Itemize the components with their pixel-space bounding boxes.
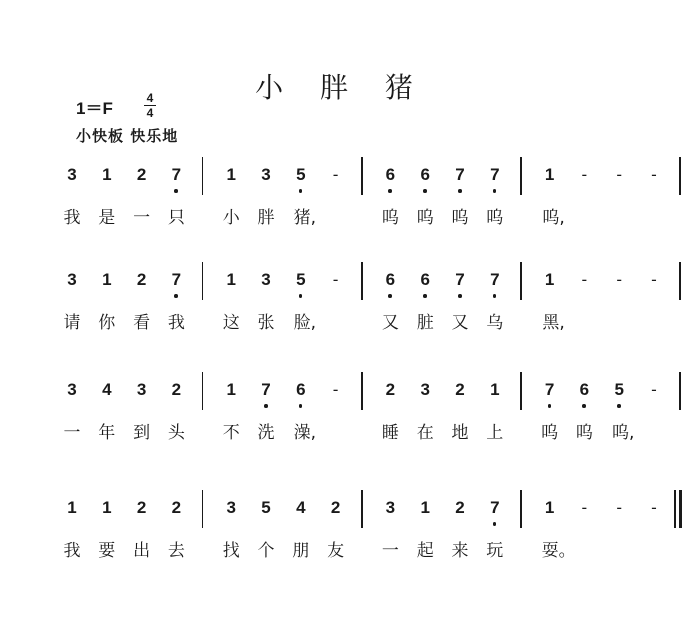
note: 7: [450, 165, 470, 185]
lyric-syllable: 友: [327, 541, 345, 561]
tempo-marking: 小快板 快乐地: [76, 127, 179, 145]
barline: [679, 157, 681, 195]
lyric-syllable: 我: [63, 541, 81, 561]
barline: [361, 262, 363, 300]
lyric-syllable: 又: [451, 313, 469, 333]
note: 1: [102, 270, 112, 289]
lyric-syllable: 一: [63, 423, 81, 443]
note: 6: [574, 380, 594, 400]
lyric-syllable: 到: [133, 423, 151, 443]
lyric-syllable: 一: [381, 541, 399, 561]
note: 1: [102, 165, 112, 184]
note: 1: [67, 498, 77, 517]
barline: [202, 490, 204, 528]
lyric-syllable: 乌: [486, 313, 504, 333]
note: 6: [380, 270, 400, 290]
barline: [520, 157, 522, 195]
lyric-syllable: 年: [98, 423, 116, 443]
lyric-syllable: 朋: [292, 541, 310, 561]
note: 7: [485, 270, 505, 290]
note: 7: [540, 380, 560, 400]
note: 2: [171, 498, 182, 517]
note: 3: [385, 498, 396, 517]
note: -: [581, 498, 588, 517]
lyric-syllable: 呜: [381, 208, 399, 228]
lyric-syllable: 请: [63, 313, 81, 333]
key-signature: 1＝F: [76, 99, 113, 118]
note: 3: [420, 380, 430, 399]
lyric-syllable: 猪,: [293, 208, 316, 228]
note: -: [581, 165, 588, 184]
note: 7: [166, 165, 186, 185]
lyric-syllable: 不: [222, 423, 240, 443]
note: 2: [136, 165, 147, 184]
lyric-syllable: 呜: [541, 423, 559, 443]
note: 3: [261, 165, 271, 184]
note: 2: [455, 498, 465, 517]
note: 1: [226, 380, 236, 399]
note: 7: [256, 380, 276, 400]
lyric-syllable: 呜: [416, 208, 434, 228]
lyric-syllable: 耍。: [541, 541, 576, 561]
lyric-syllable: 是: [98, 208, 116, 228]
note: 3: [136, 380, 147, 399]
lyric-syllable: 要: [98, 541, 116, 561]
note: -: [616, 165, 623, 184]
note: -: [651, 380, 657, 399]
note: 1: [490, 380, 500, 399]
lyric-syllable: 来: [451, 541, 469, 561]
lyric-syllable: 个: [257, 541, 275, 561]
lyric-syllable: 一: [133, 208, 151, 228]
note: 3: [67, 165, 77, 184]
note: -: [332, 270, 339, 289]
lyric-syllable: 这: [222, 313, 240, 333]
note: 2: [136, 270, 147, 289]
note: 1: [226, 270, 236, 289]
note: 2: [330, 498, 341, 517]
lyric-syllable: 看: [133, 313, 151, 333]
note: 2: [455, 380, 465, 399]
note: -: [651, 165, 657, 184]
barline: [202, 157, 204, 195]
note: 5: [261, 498, 271, 517]
note: 2: [136, 498, 147, 517]
note: 1: [544, 165, 555, 184]
notation-line: [0, 380, 682, 414]
note: 5: [291, 165, 311, 185]
lyric-syllable: 我: [63, 208, 81, 228]
lyric-line: [0, 312, 682, 346]
lyric-syllable: 呜: [451, 208, 469, 228]
notation-line: [0, 165, 682, 199]
time-signature-top: 4: [146, 91, 154, 105]
note: 7: [450, 270, 470, 290]
lyric-syllable: 睡: [381, 423, 399, 443]
lyric-line: [0, 207, 682, 241]
note: 1: [102, 498, 112, 517]
note: 7: [485, 165, 505, 185]
lyric-syllable: 找: [222, 541, 240, 561]
lyric-syllable: 头: [167, 423, 185, 443]
note: 5: [609, 380, 629, 400]
note: 6: [291, 380, 311, 400]
note: -: [332, 380, 339, 399]
note: -: [616, 270, 623, 289]
barline: [361, 372, 363, 410]
lyric-syllable: 我: [167, 313, 185, 333]
note: 3: [226, 498, 236, 517]
note: -: [651, 270, 657, 289]
lyric-syllable: 呜: [575, 423, 593, 443]
note: 1: [544, 498, 555, 517]
note: 3: [67, 380, 77, 399]
lyric-syllable: 你: [98, 313, 116, 333]
notation-line: [0, 270, 682, 304]
lyric-line: [0, 422, 682, 456]
lyric-syllable: 又: [381, 313, 399, 333]
lyric-syllable: 张: [257, 313, 275, 333]
note: 2: [385, 380, 396, 399]
note: 2: [171, 380, 182, 399]
barline: [202, 262, 204, 300]
lyric-syllable: 上: [486, 423, 504, 443]
note: 7: [166, 270, 186, 290]
lyric-syllable: 呜,: [611, 423, 635, 443]
barline: [361, 490, 363, 528]
lyric-syllable: 脸,: [293, 313, 316, 333]
song-title: 小 胖 猪: [255, 71, 427, 104]
barline: [520, 372, 522, 410]
lyric-syllable: 脏: [416, 313, 434, 333]
time-signature-bottom: 4: [146, 106, 154, 120]
note: -: [616, 498, 623, 517]
barline: [520, 262, 522, 300]
note: 6: [380, 165, 400, 185]
lyric-syllable: 呜: [486, 208, 504, 228]
lyric-syllable: 玩: [486, 541, 504, 561]
lyric-syllable: 小: [222, 208, 240, 228]
lyric-syllable: 在: [416, 423, 434, 443]
barline: [361, 157, 363, 195]
barline: [674, 490, 676, 528]
note: 7: [485, 498, 505, 518]
note: -: [332, 165, 339, 184]
notation-line: [0, 498, 682, 532]
lyric-syllable: 地: [451, 423, 469, 443]
note: 1: [420, 498, 430, 517]
time-signature: [144, 92, 156, 119]
barline: [202, 372, 204, 410]
note: 5: [291, 270, 311, 290]
barline: [679, 372, 681, 410]
note: 6: [415, 165, 435, 185]
note: 1: [544, 270, 555, 289]
lyric-line: [0, 540, 682, 574]
lyric-syllable: 澡,: [293, 423, 316, 443]
note: -: [581, 270, 588, 289]
note: 4: [296, 498, 306, 517]
lyric-syllable: 洗: [257, 423, 275, 443]
barline: [679, 262, 681, 300]
lyric-syllable: 胖: [257, 208, 275, 228]
lyric-syllable: 只: [167, 208, 185, 228]
barline: [520, 490, 522, 528]
lyric-syllable: 起: [416, 541, 434, 561]
note: 3: [67, 270, 77, 289]
note: 4: [102, 380, 112, 399]
lyric-syllable: 黑,: [542, 313, 565, 333]
note: 1: [226, 165, 236, 184]
note: 6: [415, 270, 435, 290]
note: 3: [261, 270, 271, 289]
lyric-syllable: 出: [133, 541, 151, 561]
note: -: [651, 498, 657, 517]
lyric-syllable: 呜,: [542, 208, 565, 228]
lyric-syllable: 去: [167, 541, 185, 561]
